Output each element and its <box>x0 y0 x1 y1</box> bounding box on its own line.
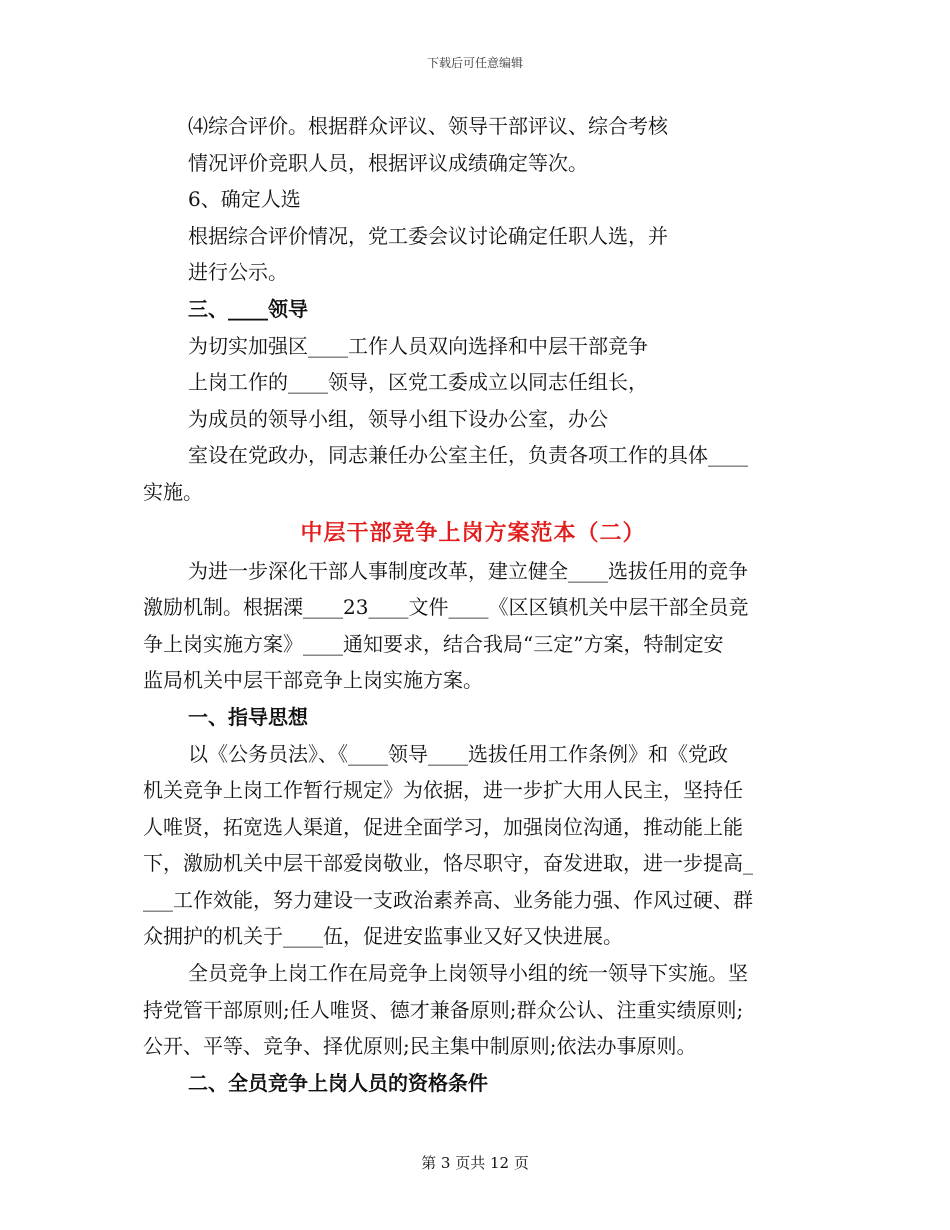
document-title: 中层干部竞争上岗方案范本（二） <box>300 519 646 546</box>
paragraph-line: 机关竞争上岗工作暂行规定》为依据，进一步扩大用人民主，坚持任 <box>143 778 743 803</box>
step-heading: 6、确定人选 <box>188 187 301 212</box>
document-body <box>143 108 803 1101</box>
paragraph-line: 为进一步深化干部人事制度改革，建立健全____选拔任用的竞争 <box>188 558 748 583</box>
paragraph-line: 室设在党政办，同志兼任办公室主任，负责各项工作的具体____ <box>188 443 748 468</box>
paragraph-line: 争上岗实施方案》____通知要求，结合我局“三定”方案，特制定安 <box>143 631 724 656</box>
paragraph-line: 公开、平等、竞争、择优原则;民主集中制原则;依法办事原则。 <box>143 1034 697 1059</box>
paragraph-line: 进行公示。 <box>188 260 288 285</box>
paragraph-line: 实施。 <box>143 479 203 504</box>
paragraph-line: 众拥护的机关于____伍，促进安监事业又好又快进展。 <box>143 924 623 949</box>
paragraph-line: 为切实加强区____工作人员双向选择和中层干部竞争 <box>188 333 648 358</box>
section-heading: 三、____领导 <box>188 296 308 321</box>
paragraph-line: 下，激励机关中层干部爱岗敬业，恪尽职守，奋发进取，进一步提高_ <box>143 851 753 876</box>
paragraph-line: 全员竞争上岗工作在局竞争上岗领导小组的统一领导下实施。坚 <box>188 961 748 986</box>
paragraph-line: 人唯贤，拓宽选人渠道，促进全面学习，加强岗位沟通，推动能上能 <box>143 814 743 839</box>
paragraph-line: 激励机制。根据溧____23____文件____《区区镇机关中层干部全员竞 <box>143 595 749 620</box>
header-note: 下载后可任意编辑 <box>426 56 523 70</box>
paragraph-line: ___工作效能，努力建设一支政治素养高、业务能力强、作风过硬、群 <box>143 887 753 912</box>
paragraph-line: 情况评价竞职人员，根据评议成绩确定等次。 <box>188 150 588 175</box>
section-heading: 一、指导思想 <box>188 704 308 729</box>
paragraph-line: 根据综合评价情况，党工委会议讨论确定任职人选，并 <box>188 223 668 248</box>
paragraph-line: ⑷综合评价。根据群众评议、领导干部评议、综合考核 <box>188 114 668 138</box>
section-heading: 二、全员竞争上岗人员的资格条件 <box>188 1070 488 1095</box>
paragraph-line: 上岗工作的____领导，区党工委成立以同志任组长， <box>188 370 648 395</box>
paragraph-line: 持党管干部原则;任人唯贤、德才兼备原则;群众公认、注重实绩原则; <box>143 997 744 1022</box>
paragraph-line: 监局机关中层干部竞争上岗实施方案。 <box>143 668 483 693</box>
page-number: 第 3 页共 12 页 <box>421 1154 529 1172</box>
paragraph-line: 以《公务员法》、《____领导____选拔任用工作条例》和《党政 <box>188 741 728 766</box>
paragraph-line: 为成员的领导小组，领导小组下设办公室，办公 <box>188 406 608 431</box>
